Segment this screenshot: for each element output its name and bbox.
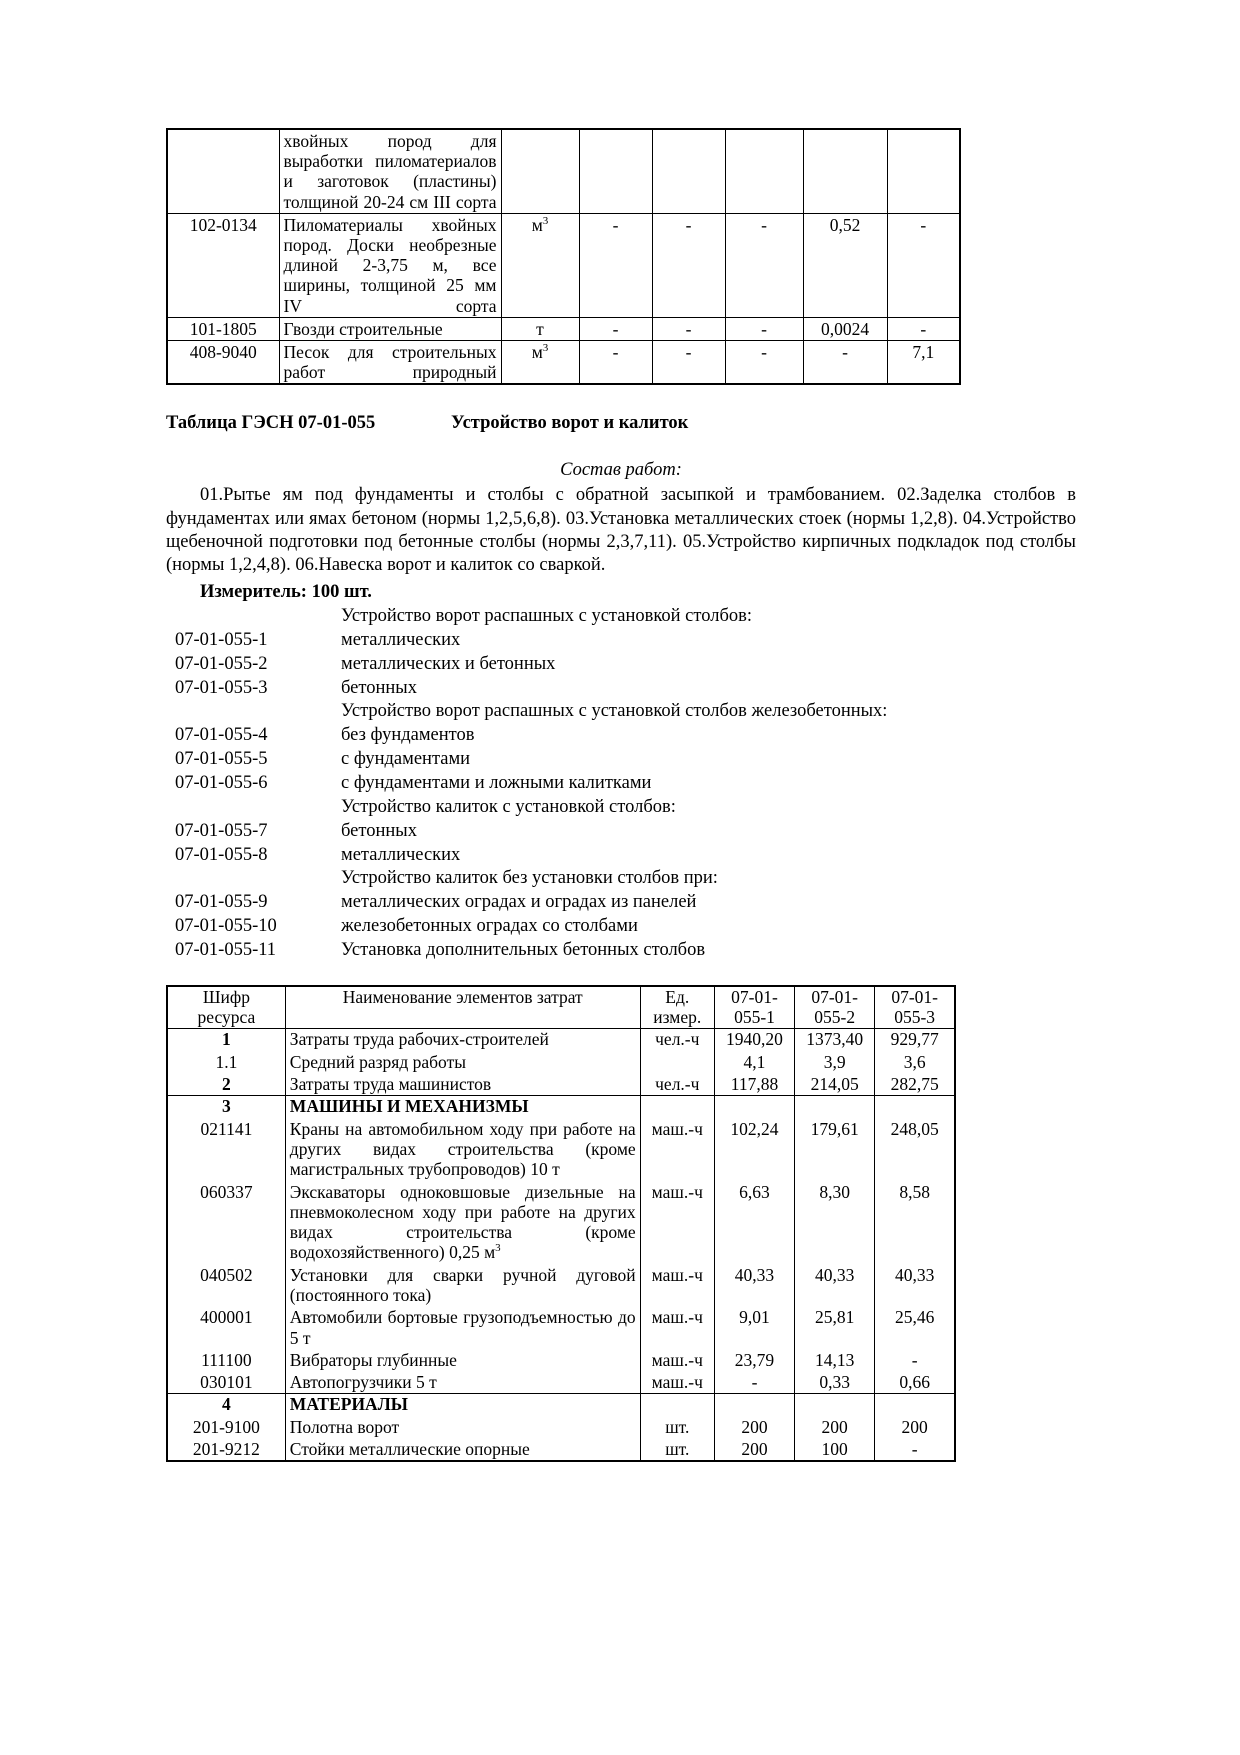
list-item [166, 939, 1076, 963]
list-item-desc: Установка дополнительных бетонных столбов [341, 939, 706, 960]
cell-name: Автомобили бортовые грузоподъемностью до 5 т [285, 1307, 640, 1350]
cell-name: Гвозди строительные [279, 317, 501, 340]
cell-code: 1 [167, 1029, 285, 1051]
header-name: Наименование элементов затрат [285, 986, 640, 1029]
cell-v3: 0,66 [875, 1372, 955, 1394]
works-composition-body: 01.Рытье ям под фундаменты и столбы с обратной засыпкой и трамбованием. 02.Заделка столбов в фундаментах или ямах бетоном (нормы 1,2,5,6,8). 03.Установка металлических стоек (нормы 1,2,8). 04.Устройство щебеночной подготовки под бетонные столбы (нормы 2,3,7,11). 05.Устройство кирпичных подкладок под столбы (нормы 1,2,4,8). 06.Навеска ворот и калиток со сваркой. [166, 485, 1076, 575]
cell-unit: маш.-ч [640, 1118, 714, 1181]
table-row [167, 1307, 955, 1350]
cell-v1 [579, 129, 652, 213]
list-item-code [166, 796, 341, 820]
cell-unit: маш.-ч [640, 1372, 714, 1394]
list-item [166, 915, 1076, 939]
cell-v2 [652, 129, 725, 213]
cell-code: 102-0134 [167, 213, 279, 317]
list-item-code: 07-01-055-7 [175, 820, 268, 841]
cell-unit [640, 1096, 714, 1118]
table-header-row [167, 986, 955, 1029]
cell-v2: 179,61 [795, 1118, 875, 1181]
cell-unit: чел.-ч [640, 1074, 714, 1096]
section-heading-title: Устройство ворот и калиток [451, 413, 689, 434]
list-item-code: 07-01-055-3 [175, 677, 268, 698]
list-item [166, 891, 1076, 915]
cell-v1: - [579, 317, 652, 340]
table-row [167, 1051, 955, 1073]
cell-v1 [714, 1394, 794, 1416]
list-item-code: 07-01-055-6 [175, 772, 268, 793]
list-item-desc: металлических [341, 844, 461, 865]
cell-v3: - [875, 1349, 955, 1371]
list-item-desc: Устройство ворот распашных с установкой столбов железобетонных: [341, 701, 888, 722]
table-row [167, 1416, 955, 1438]
list-item-desc: Устройство калиток с установкой столбов: [341, 796, 676, 817]
cell-v1: - [579, 341, 652, 385]
section-heading-code: Таблица ГЭСН 07-01-055 [166, 413, 376, 434]
cell-name: Полотна ворот [285, 1416, 640, 1438]
list-item-code: 07-01-055-8 [175, 844, 268, 865]
header-unit: Ед. измер. [640, 986, 714, 1029]
list-item-code: 07-01-055-4 [175, 725, 268, 746]
cell-v1: - [579, 213, 652, 317]
cell-code: 060337 [167, 1181, 285, 1264]
table-row [167, 1439, 955, 1462]
cell-v3: 3,6 [875, 1051, 955, 1073]
cell-v3: 282,75 [875, 1074, 955, 1096]
cell-v3: 248,05 [875, 1118, 955, 1181]
list-item-desc: металлических [341, 629, 461, 650]
cell-code: 201-9212 [167, 1439, 285, 1462]
cell-unit: т [501, 317, 579, 340]
cell-unit: шт. [640, 1416, 714, 1438]
cell-name: Автопогрузчики 5 т [285, 1372, 640, 1394]
list-item-desc: с фундаментами [341, 749, 471, 770]
list-item [166, 677, 1076, 701]
page-content [166, 128, 1076, 1462]
cell-unit [640, 1051, 714, 1073]
table-row [167, 1349, 955, 1371]
cell-v2: 8,30 [795, 1181, 875, 1264]
cell-v2: 0,33 [795, 1372, 875, 1394]
list-item-desc: металлических оградах и оградах из панелей [341, 892, 697, 913]
cell-v4 [803, 129, 887, 213]
list-item-code [166, 700, 341, 724]
list-item-desc: без фундаментов [341, 725, 475, 746]
list-item [166, 629, 1076, 653]
cell-v3: - [725, 317, 803, 340]
cell-v2 [795, 1096, 875, 1118]
cell-v3: 8,58 [875, 1181, 955, 1264]
cell-v2: 3,9 [795, 1051, 875, 1073]
cell-code: 400001 [167, 1307, 285, 1350]
header-col-3: 07-01- 055-3 [875, 986, 955, 1029]
cell-name: Затраты труда машинистов [285, 1074, 640, 1096]
cell-v2: 40,33 [795, 1264, 875, 1307]
cell-v4: 0,0024 [803, 317, 887, 340]
list-item-code: 07-01-055-9 [175, 892, 268, 913]
cell-v2: 25,81 [795, 1307, 875, 1350]
table-row [167, 1074, 955, 1096]
cell-code: 040502 [167, 1264, 285, 1307]
list-item-code: 07-01-055-11 [175, 939, 277, 960]
cell-code [167, 129, 279, 213]
cell-v1: 102,24 [714, 1118, 794, 1181]
list-item-desc: железобетонных оградах со столбами [341, 916, 638, 937]
table-row [167, 1118, 955, 1181]
norm-code-list [166, 605, 1076, 963]
list-item-code: 07-01-055-10 [175, 916, 277, 937]
cell-v3: 929,77 [875, 1029, 955, 1051]
cell-unit: маш.-ч [640, 1307, 714, 1350]
cell-code: 201-9100 [167, 1416, 285, 1438]
cell-code: 111100 [167, 1349, 285, 1371]
cell-v4: 0,52 [803, 213, 887, 317]
cell-v3: 40,33 [875, 1264, 955, 1307]
cell-unit [640, 1394, 714, 1416]
cell-name: хвойных пород для выработки пиломатериалов и заготовок (пластины) толщиной 20-24 см III сорта [279, 129, 501, 213]
list-item-desc: бетонных [341, 820, 417, 841]
cell-v1: 117,88 [714, 1074, 794, 1096]
list-item-code [166, 867, 341, 891]
cell-unit: $м^3$ [501, 213, 579, 317]
cell-code: 3 [167, 1096, 285, 1118]
measure-unit-label: Измеритель: 100 шт. [200, 581, 372, 602]
cell-name: Вибраторы глубинные [285, 1349, 640, 1371]
cell-v3 [725, 129, 803, 213]
cell-v1 [714, 1096, 794, 1118]
cell-v2: 1373,40 [795, 1029, 875, 1051]
cell-v5 [887, 129, 960, 213]
continued-resource-table [166, 128, 961, 385]
list-item [166, 653, 1076, 677]
cell-name: Экскаваторы одноковшовые дизельные на пневмоколесном ходу при работе на других видах строительства (кроме водохозяйственного) 0,25 $м^3$ [285, 1181, 640, 1264]
list-item [166, 748, 1076, 772]
cell-unit: маш.-ч [640, 1264, 714, 1307]
cell-v3: 200 [875, 1416, 955, 1438]
list-item-code: 07-01-055-1 [175, 629, 268, 650]
table-section-row [167, 1096, 955, 1118]
cell-name: Установки для сварки ручной дуговой (постоянного тока) [285, 1264, 640, 1307]
list-item-code: 07-01-055-5 [175, 749, 268, 770]
list-item [166, 700, 1076, 724]
cell-v3: - [725, 213, 803, 317]
cell-v1: 200 [714, 1416, 794, 1438]
table-row [167, 1264, 955, 1307]
list-item-desc: с фундаментами и ложными калитками [341, 772, 652, 793]
cell-code: 408-9040 [167, 341, 279, 385]
table-row [167, 213, 960, 317]
cell-name: Средний разряд работы [285, 1051, 640, 1073]
list-item-code: 07-01-055-2 [175, 653, 268, 674]
cell-v1: 1940,20 [714, 1029, 794, 1051]
cell-name: МАШИНЫ И МЕХАНИЗМЫ [285, 1096, 640, 1118]
cell-v2: - [652, 317, 725, 340]
list-item [166, 844, 1076, 868]
cell-name: Затраты труда рабочих-строителей [285, 1029, 640, 1051]
cell-name: МАТЕРИАЛЫ [285, 1394, 640, 1416]
list-item-desc: металлических и бетонных [341, 653, 556, 674]
table-row [167, 317, 960, 340]
table-row [167, 341, 960, 385]
header-col-2: 07-01- 055-2 [795, 986, 875, 1029]
cell-code: 030101 [167, 1372, 285, 1394]
cell-v3: 25,46 [875, 1307, 955, 1350]
cell-v3: - [725, 341, 803, 385]
cell-v1: 23,79 [714, 1349, 794, 1371]
cell-code: 101-1805 [167, 317, 279, 340]
cell-unit [501, 129, 579, 213]
cell-v1: 9,01 [714, 1307, 794, 1350]
table-row [167, 1181, 955, 1264]
cell-v1: - [714, 1372, 794, 1394]
cell-v1: 6,63 [714, 1181, 794, 1264]
list-item [166, 796, 1076, 820]
cell-code: 021141 [167, 1118, 285, 1181]
header-col-1: 07-01- 055-1 [714, 986, 794, 1029]
section-heading [166, 413, 1076, 434]
list-item-desc: бетонных [341, 677, 417, 698]
list-item-code [166, 605, 341, 629]
table-row [167, 129, 960, 213]
cell-v5: - [887, 317, 960, 340]
cell-code: 1.1 [167, 1051, 285, 1073]
cell-v5: - [887, 213, 960, 317]
cell-v1: 200 [714, 1439, 794, 1462]
cell-name: Пиломатериалы хвойных пород. Доски необрезные длиной 2-3,75 м, все ширины, толщиной 25 мм IV сорта [279, 213, 501, 317]
cell-v1: 40,33 [714, 1264, 794, 1307]
list-item [166, 605, 1076, 629]
cell-unit: маш.-ч [640, 1349, 714, 1371]
list-item-desc: Устройство калиток без установки столбов при: [341, 868, 718, 889]
cell-code: 4 [167, 1394, 285, 1416]
cell-v3: - [875, 1439, 955, 1462]
cell-v3 [875, 1096, 955, 1118]
cell-unit: маш.-ч [640, 1181, 714, 1264]
cell-name: Стойки металлические опорные [285, 1439, 640, 1462]
table-row [167, 1372, 955, 1394]
cell-unit: шт. [640, 1439, 714, 1462]
table-row [167, 1029, 955, 1051]
cell-v2: - [652, 213, 725, 317]
cell-name: Песок для строительных работ природный [279, 341, 501, 385]
list-item [166, 867, 1076, 891]
list-item [166, 820, 1076, 844]
cell-v2: 100 [795, 1439, 875, 1462]
cell-v5: 7,1 [887, 341, 960, 385]
cell-v4: - [803, 341, 887, 385]
cell-v2: 14,13 [795, 1349, 875, 1371]
header-code: Шифр ресурса [167, 986, 285, 1029]
cell-v3 [875, 1394, 955, 1416]
cell-code: 2 [167, 1074, 285, 1096]
cell-v2 [795, 1394, 875, 1416]
cell-v2: - [652, 341, 725, 385]
cell-v2: 200 [795, 1416, 875, 1438]
list-item-desc: Устройство ворот распашных с установкой столбов: [341, 605, 752, 626]
cell-unit: чел.-ч [640, 1029, 714, 1051]
table-section-row [167, 1394, 955, 1416]
works-composition-heading: Состав работ: [560, 460, 682, 481]
resource-cost-table [166, 985, 956, 1463]
cell-name: Краны на автомобильном ходу при работе на других видах строительства (кроме магистральных трубопроводов) 10 т [285, 1118, 640, 1181]
list-item [166, 772, 1076, 796]
cell-v2: 214,05 [795, 1074, 875, 1096]
list-item [166, 724, 1076, 748]
cell-v1: 4,1 [714, 1051, 794, 1073]
cell-unit: $м^3$ [501, 341, 579, 385]
